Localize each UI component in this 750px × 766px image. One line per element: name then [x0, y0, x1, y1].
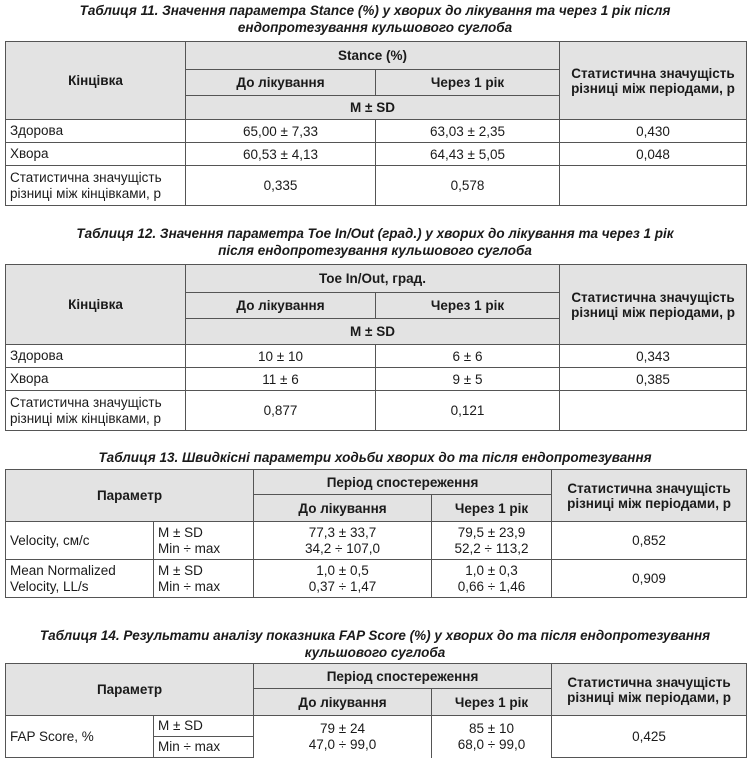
table-row: Min ÷ max: [6, 737, 747, 758]
table-12-caption: Таблиця 12. Значення параметра Toe In/Out (град.) у хворих до лікування та через 1 рік після ендопротезування кульшового суглоба: [76, 226, 674, 258]
table-row: FAP Score, % M ± SD 79 ± 24 47,0 ÷ 99,0 85 ± 10 68,0 ÷ 99,0 0,425: [6, 716, 747, 737]
table-row: Статистична значущість різниці між кінцівками, р 0,335 0,578: [6, 166, 747, 206]
parameter-header: Toe In/Out, град.: [186, 265, 560, 293]
period-header: Період спостереження: [254, 664, 552, 689]
parameter-header: Stance (%): [186, 42, 560, 70]
table-row: Mean Normalized Velocity, LL/s M ± SD Min ÷ max 1,0 ± 0,5 0,37 ÷ 1,47 1,0 ± 0,3 0,66 ÷ 1,46 0,909: [6, 560, 747, 598]
table-13: [5, 469, 747, 598]
table-row: Здорова 10 ± 10 6 ± 6 0,343: [6, 345, 747, 368]
before-header: До лікування: [254, 689, 432, 716]
table-12: [5, 264, 747, 431]
table-row: Хвора 60,53 ± 4,13 64,43 ± 5,05 0,048: [6, 143, 747, 166]
parameter-header: Параметр: [6, 470, 254, 522]
limb-header: Кінцівка: [6, 42, 186, 120]
after-header: Через 1 рік: [376, 293, 560, 319]
table-13-caption: Таблиця 13. Швидкісні параметри ходьби хворих до та після ендопротезування: [98, 450, 652, 465]
parameter-header: Параметр: [6, 664, 254, 716]
after-header: Через 1 рік: [432, 495, 552, 522]
table-row: Velocity, см/с M ± SD Min ÷ max 77,3 ± 33,7 34,2 ÷ 107,0 79,5 ± 23,9 52,2 ÷ 113,2 0,852: [6, 522, 747, 560]
limb-header: Кінцівка: [6, 265, 186, 345]
table-row: Здорова 65,00 ± 7,33 63,03 ± 2,35 0,430: [6, 120, 747, 143]
period-header: Період спостереження: [254, 470, 552, 495]
before-header: До лікування: [254, 495, 432, 522]
significance-header: Статистична значущість різниці між періодами, р: [560, 265, 747, 345]
significance-header: Статистична значущість різниці між періодами, р: [552, 470, 747, 522]
after-header: Через 1 рік: [376, 70, 560, 96]
table-14-caption: Таблиця 14. Результати аналізу показника FAP Score (%) у хворих до та після ендопротезування кульшового суглоба: [39, 628, 711, 660]
msd-header: M ± SD: [186, 96, 560, 120]
significance-header: Статистична значущість різниці між періодами, р: [552, 664, 747, 716]
msd-header: M ± SD: [186, 319, 560, 345]
table-11: [5, 41, 747, 206]
table-11-caption: Таблиця 11. Значення параметра Stance (%) у хворих до лікування та через 1 рік після ендопротезування кульшового суглоба: [79, 3, 671, 35]
table-row: Хвора 11 ± 6 9 ± 5 0,385: [6, 368, 747, 391]
table-row: Статистична значущість різниці між кінцівками, р 0,877 0,121: [6, 391, 747, 431]
after-header: Через 1 рік: [432, 689, 552, 716]
before-header: До лікування: [186, 70, 376, 96]
table-14: [5, 663, 747, 758]
before-header: До лікування: [186, 293, 376, 319]
significance-header: Статистична значущість різниці між періодами, р: [560, 42, 747, 120]
